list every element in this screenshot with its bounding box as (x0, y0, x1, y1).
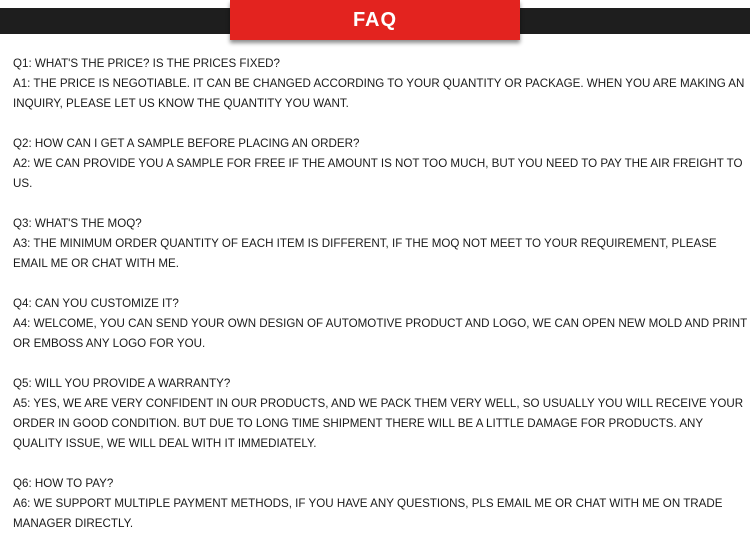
faq-item-4 (13, 294, 747, 354)
faq-item-6 (13, 474, 747, 534)
faq-answer: A1: THE PRICE IS NEGOTIABLE. IT CAN BE CHANGED ACCORDING TO YOUR QUANTITY OR PACKAGE. WHEN YOU ARE MAKING AN INQUIRY, PLEASE LET US KNOW THE QUANTITY YOU WANT. (13, 77, 745, 110)
faq-answer: A2: WE CAN PROVIDE YOU A SAMPLE FOR FREE IF THE AMOUNT IS NOT TOO MUCH, BUT YOU NEED TO PAY THE AIR FREIGHT TO US. (13, 157, 743, 190)
faq-question: Q1: WHAT'S THE PRICE? IS THE PRICES FIXED? (13, 57, 280, 70)
faq-question: Q6: HOW TO PAY? (13, 477, 114, 490)
faq-question: Q5: WILL YOU PROVIDE A WARRANTY? (13, 377, 231, 390)
faq-item-1 (13, 54, 747, 114)
faq-list (13, 54, 747, 554)
faq-item-2 (13, 134, 747, 194)
faq-answer: A5: YES, WE ARE VERY CONFIDENT IN OUR PRODUCTS, AND WE PACK THEM VERY WELL, SO USUALLY YOU WILL RECEIVE YOUR ORDER IN GOOD CONDITION. BUT DUE TO LONG TIME SHIPMENT THERE WILL BE A LITTLE DAMAGE FOR PRODUCTS. ANY QUALITY ISSUE, WE WILL DEAL WITH IT IMMEDIATELY. (13, 397, 744, 450)
faq-answer: A3: THE MINIMUM ORDER QUANTITY OF EACH ITEM IS DIFFERENT, IF THE MOQ NOT MEET TO YOUR REQUIREMENT, PLEASE EMAIL ME OR CHAT WITH ME. (13, 237, 717, 270)
faq-answer: A4: WELCOME, YOU CAN SEND YOUR OWN DESIGN OF AUTOMOTIVE PRODUCT AND LOGO, WE CAN OPEN NEW MOLD AND PRINT OR EMBOSS ANY LOGO FOR YOU. (13, 317, 747, 350)
faq-question: Q3: WHAT'S THE MOQ? (13, 217, 142, 230)
faq-title-tab (230, 0, 520, 40)
faq-answer: A6: WE SUPPORT MULTIPLE PAYMENT METHODS, IF YOU HAVE ANY QUESTIONS, PLS EMAIL ME OR CHAT WITH ME ON TRADE MANAGER DIRECTLY. (13, 497, 723, 530)
faq-question: Q4: CAN YOU CUSTOMIZE IT? (13, 297, 179, 310)
faq-question: Q2: HOW CAN I GET A SAMPLE BEFORE PLACING AN ORDER? (13, 137, 360, 150)
faq-item-5 (13, 374, 747, 454)
faq-item-3 (13, 214, 747, 274)
page-title: FAQ (352, 8, 398, 31)
